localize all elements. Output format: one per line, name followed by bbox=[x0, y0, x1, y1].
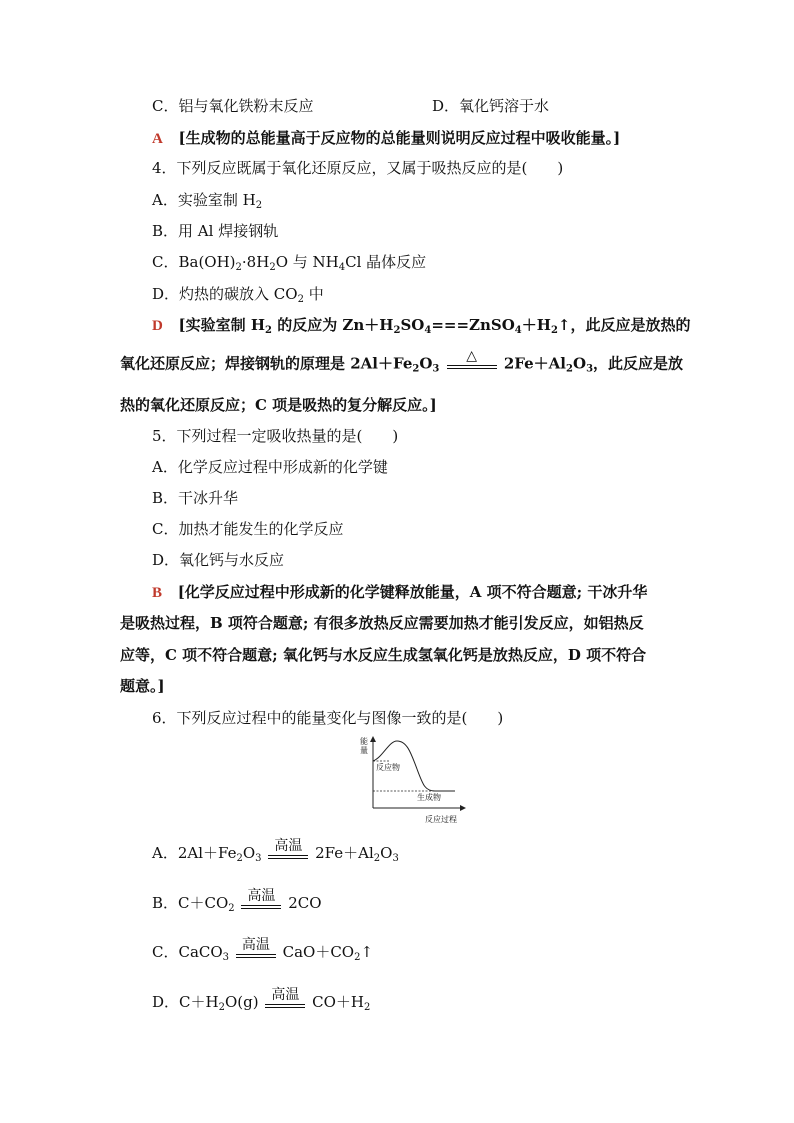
q6-option-c bbox=[152, 935, 373, 970]
subscript: 2 bbox=[297, 294, 304, 305]
q4-option-c bbox=[152, 252, 426, 272]
text: SO bbox=[400, 316, 425, 334]
text: 的反应为 Zn＋H bbox=[271, 316, 394, 334]
q4-option-a bbox=[152, 190, 262, 210]
q5-option-c: C．加热才能发生的化学反应 bbox=[152, 520, 344, 538]
q4-stem: 4．下列反应既属于氧化还原反应，又属于吸热反应的是( ) bbox=[152, 159, 564, 177]
q4-explanation-line2 bbox=[120, 348, 683, 381]
text: ===ZnSO bbox=[431, 316, 515, 334]
text: 2Fe＋Al bbox=[503, 354, 567, 373]
subscript: 2 bbox=[255, 200, 263, 211]
subscript: 2 bbox=[550, 325, 558, 336]
text: CO＋H bbox=[312, 993, 364, 1011]
text: 氧化还原反应；焊接钢轨的原理是 2Al＋Fe bbox=[120, 354, 413, 373]
q5-stem: 5．下列过程一定吸收热量的是( ) bbox=[152, 427, 399, 445]
reaction-condition-high-temp bbox=[236, 937, 276, 970]
condition-text: 高温 bbox=[241, 936, 270, 953]
condition-text: 高温 bbox=[247, 887, 276, 904]
q3-explanation: [生成物的总能量高于反应物的总能量则说明反应过程中吸收能量。] bbox=[178, 129, 621, 147]
q4-explanation-line1 bbox=[152, 315, 690, 336]
text: ＋H bbox=[521, 316, 551, 334]
reactant-label: 反应物 bbox=[376, 763, 400, 772]
subscript: 3 bbox=[392, 853, 399, 864]
product-label: 生成物 bbox=[417, 793, 441, 802]
q3-option-c: C．铝与氧化铁粉末反应 bbox=[152, 97, 314, 115]
text: O(g) bbox=[224, 993, 259, 1011]
subscript: 2 bbox=[269, 262, 276, 273]
q5-option-a: A．化学反应过程中形成新的化学键 bbox=[152, 458, 388, 476]
text: O bbox=[419, 354, 433, 373]
text: ↑，此反应是放热的 bbox=[557, 316, 691, 334]
text: A．2Al＋Fe bbox=[152, 844, 237, 862]
subscript: 2 bbox=[566, 363, 573, 375]
q4-option-b: B．用 Al 焊接钢轨 bbox=[152, 222, 279, 240]
subscript: 3 bbox=[222, 952, 230, 963]
text: O bbox=[242, 844, 256, 862]
condition-text: 高温 bbox=[271, 986, 300, 1003]
text: O bbox=[380, 844, 393, 862]
text: CaO＋CO bbox=[282, 943, 355, 961]
q5-explanation-line1 bbox=[152, 582, 647, 603]
subscript: 3 bbox=[432, 363, 440, 375]
text: O 与 NH bbox=[275, 253, 339, 271]
subscript: 2 bbox=[393, 325, 401, 336]
subscript: 2 bbox=[265, 325, 272, 336]
q3-answer: A bbox=[152, 131, 163, 147]
heat-triangle-icon: △ bbox=[466, 348, 478, 364]
q6-option-b bbox=[152, 886, 322, 921]
subscript: 2 bbox=[218, 1002, 225, 1013]
subscript: 2 bbox=[236, 853, 243, 864]
q5-explanation-line4: 题意。] bbox=[120, 677, 165, 695]
subscript: 2 bbox=[354, 952, 361, 963]
text: C．CaCO bbox=[152, 943, 223, 961]
x-axis-label: 反应过程 bbox=[425, 815, 457, 824]
text: B．C＋CO bbox=[152, 894, 229, 912]
text: ↑ bbox=[360, 943, 374, 961]
y-axis-label: 能量 bbox=[360, 737, 368, 755]
subscript: 2 bbox=[235, 262, 242, 273]
reaction-condition-high-temp bbox=[241, 888, 281, 921]
q5-explanation-line2: 是吸热过程，B 项符合题意; 有很多放热反应需要加热才能引发反应，如铝热反 bbox=[120, 614, 644, 632]
text: Cl 晶体反应 bbox=[345, 253, 427, 271]
text: C．Ba(OH) bbox=[152, 253, 236, 271]
text: [化学反应过程中形成新的化学键释放能量，A 项不符合题意; 干冰升华 bbox=[177, 583, 648, 601]
text: [实验室制 H bbox=[178, 316, 266, 334]
q5-option-d: D．氧化钙与水反应 bbox=[152, 551, 285, 569]
q6-stem: 6．下列反应过程中的能量变化与图像一致的是( ) bbox=[152, 709, 504, 727]
reaction-condition-high-temp bbox=[268, 838, 308, 871]
q4-option-d bbox=[152, 284, 324, 304]
text: O bbox=[572, 354, 587, 373]
reaction-condition-high-temp bbox=[265, 987, 305, 1020]
q4-answer: D bbox=[152, 318, 163, 334]
reaction-condition-heat bbox=[447, 348, 497, 381]
subscript: 2 bbox=[364, 1002, 371, 1013]
subscript: 2 bbox=[412, 363, 420, 375]
energy-diagram bbox=[355, 733, 470, 828]
subscript: 2 bbox=[373, 853, 381, 864]
q3-answer-line bbox=[152, 128, 620, 149]
text: D．C＋H bbox=[152, 993, 219, 1011]
energy-diagram-svg bbox=[355, 733, 470, 828]
q4-explanation-line3: 热的氧化还原反应；C 项是吸热的复分解反应。] bbox=[120, 396, 437, 414]
subscript: 3 bbox=[586, 363, 594, 375]
text: ·8H bbox=[241, 253, 270, 271]
q6-option-a bbox=[152, 836, 399, 871]
subscript: 3 bbox=[255, 853, 262, 864]
q3-option-d: D．氧化钙溶于水 bbox=[432, 97, 550, 115]
text: 2Fe＋Al bbox=[315, 844, 374, 862]
text: ，此反应是放 bbox=[593, 354, 684, 373]
q5-answer: B bbox=[152, 585, 163, 601]
text: 中 bbox=[303, 285, 324, 303]
text: 2CO bbox=[288, 894, 322, 912]
subscript: 2 bbox=[228, 903, 235, 914]
subscript: 4 bbox=[514, 325, 522, 336]
subscript: 4 bbox=[338, 262, 346, 273]
text: D．灼热的碳放入 CO bbox=[152, 285, 298, 303]
q6-option-d bbox=[152, 985, 370, 1020]
subscript: 4 bbox=[424, 325, 432, 336]
condition-text: 高温 bbox=[274, 837, 303, 854]
q5-option-b: B．干冰升华 bbox=[152, 489, 239, 507]
q4-option-a-text: A．实验室制 H bbox=[152, 191, 256, 209]
q5-explanation-line3: 应等，C 项不符合题意; 氧化钙与水反应生成氢氧化钙是放热反应，D 项不符合 bbox=[120, 646, 647, 664]
